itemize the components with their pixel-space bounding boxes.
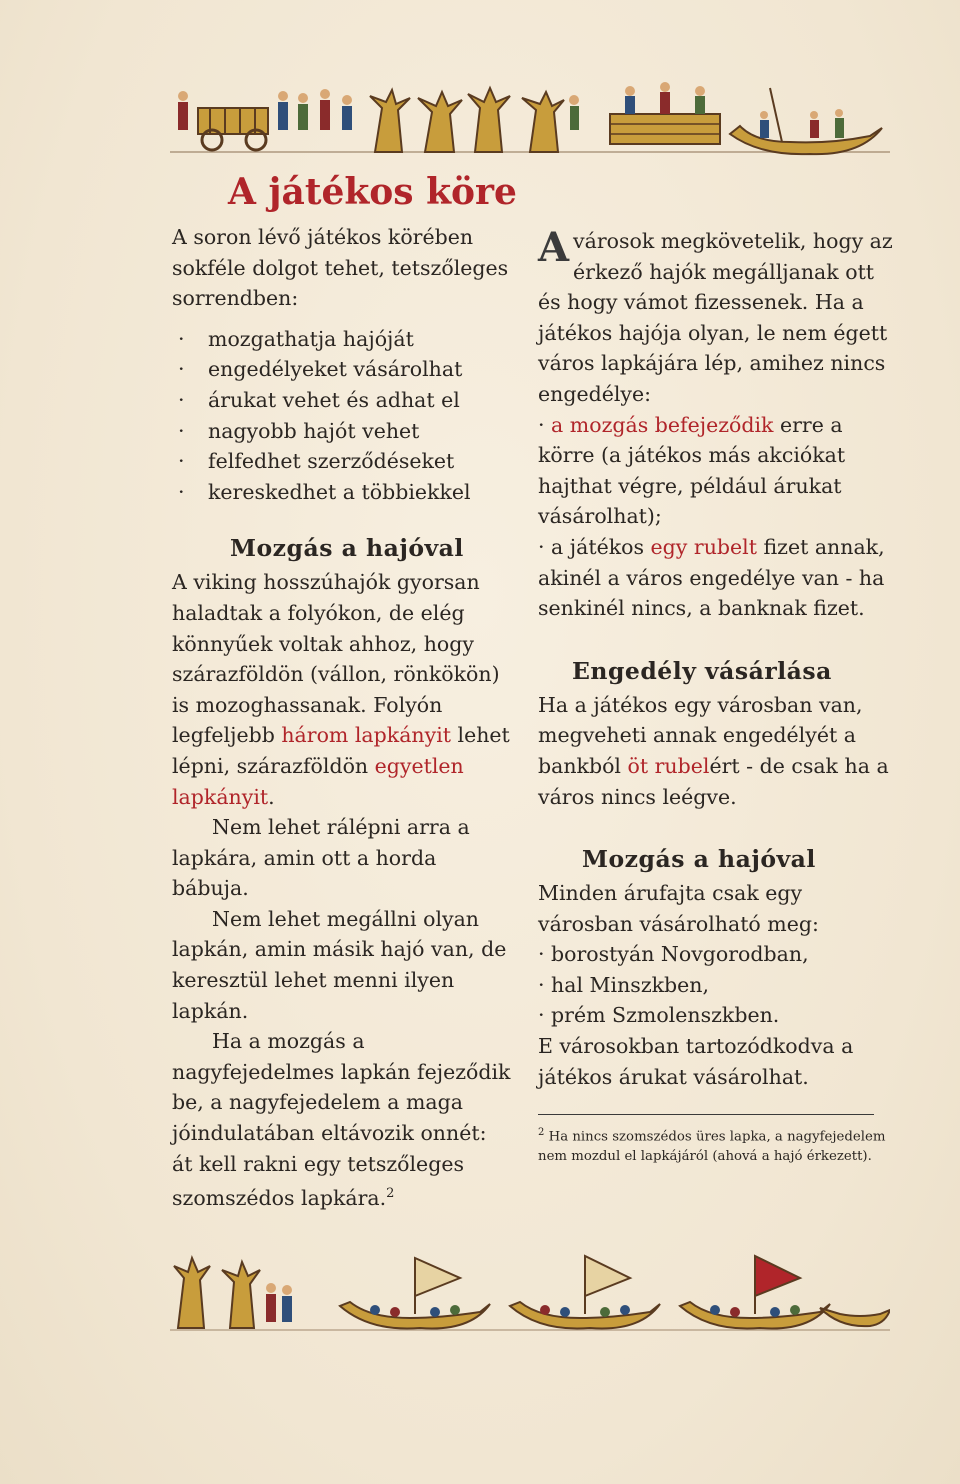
highlight-five-rubles: öt rubel — [627, 753, 710, 778]
bottom-tapestry-frieze — [170, 1248, 890, 1338]
drop-cap: A — [538, 224, 570, 271]
toll-paragraph — [538, 226, 898, 410]
goods-item-text: prém Szmolenszkben. — [551, 1003, 780, 1028]
goods-intro: Minden árufajta csak egy városban vásárolható meg: — [538, 881, 819, 936]
toll-bullet-1: · a mozgás befejeződik erre a körre (a játékos más akciókat hajthat végre, például árukat vásárolhat); — [538, 412, 846, 529]
longships-illustration-icon — [170, 1248, 890, 1338]
footnote-text: Ha nincs szomszédos üres lapka, a nagyfejedelem nem mozdul el lapkájáról (ahová a hajó érkezett). — [538, 1129, 886, 1164]
toll-text: városok megkövetelik, hogy az érkező hajók megálljanak ott és hogy vámot fizessenek. Ha a játékos hajója olyan, le nem égett város lapkájára lép, amihez nincs engedélye: — [538, 229, 893, 406]
footnote-number: 2 — [538, 1127, 545, 1139]
highlight-move-ends: a mozgás befejeződik — [551, 412, 774, 437]
toll-bullet-text: fizet annak, akinél a város engedélye van - ha senkinél nincs, a banknak fizet. — [538, 534, 885, 621]
top-tapestry-frieze — [170, 78, 890, 168]
license-text: Ha a játékos egy városban van, megveheti annak engedélyét a bankból — [538, 692, 863, 778]
section-heading-movement: Mozgás a hajóval — [230, 534, 464, 563]
footnote — [538, 1123, 898, 1165]
section-heading-goods: Mozgás a hajóval — [582, 845, 816, 874]
toll-bullet-text: erre a körre (a játékos más akciókat hajthat végre, például árukat vásárolhat); — [538, 412, 846, 529]
horde-rule-paragraph: Nem lehet rálépni arra a lapkára, amin ott a horda bábuja. — [172, 815, 470, 901]
toll-bullet-text: a játékos — [551, 534, 651, 559]
action-item: · kereskedhet a többiekkel — [172, 477, 512, 508]
goods-item-text: borostyán Novgorodban, — [551, 942, 809, 967]
page-title: A játékos köre — [228, 171, 517, 213]
license-paragraph — [538, 690, 898, 812]
intro-paragraph: A soron lévő játékos körében sokféle dolgot tehet, tetszőleges sorrendben: — [172, 225, 509, 311]
toll-bullet-2: · a játékos egy rubelt fizet annak, akinél a város engedélye van - ha senkinél nincs, a banknak fizet. — [538, 534, 885, 621]
action-item: · engedélyeket vásárolhat — [172, 354, 512, 385]
tapestry-illustration-icon — [170, 78, 890, 168]
goods-outro: E városokban tartozódkodva a játékos árukat vásárolhat. — [538, 1034, 854, 1089]
highlight-three-tiles: három lapkányit — [281, 723, 451, 748]
action-item: · mozgathatja hajóját — [172, 324, 512, 355]
section-heading-license: Engedély vásárlása — [572, 656, 832, 685]
action-item: · nagyobb hajót vehet — [172, 416, 512, 447]
footnote-divider — [538, 1114, 874, 1115]
grand-prince-text: Ha a mozgás a nagyfejedelmes lapkán fejeződik be, a nagyfejedelem a maga jóindulatában eltávozik onnét: át kell rakni egy tetszőleges szomszédos lapkára. — [172, 1029, 511, 1211]
movement-text: A viking hosszúhajók gyorsan haladtak a folyókon, de elég könnyűek voltak ahhoz, hogy szárazföldön (vállon, rönkökön) is mozoghassanak. Folyón legfeljebb — [172, 570, 500, 748]
goods-item-text: hal Minszkben, — [551, 972, 710, 997]
movement-paragraph — [172, 567, 512, 812]
action-item: · árukat vehet és adhat el — [172, 385, 512, 416]
license-text: ért - de csak ha a város nincs leégve. — [538, 753, 889, 809]
goods-item: · prém Szmolenszkben. — [538, 1003, 780, 1028]
goods-item: · borostyán Novgorodban, — [538, 942, 809, 967]
highlight-one-ruble: egy rubelt — [650, 534, 757, 559]
movement-text: lehet lépni, szárazföldön — [172, 723, 510, 778]
action-item: · felfedhet szerződéseket — [172, 446, 512, 477]
goods-item: · hal Minszkben, — [538, 972, 710, 997]
grand-prince-paragraph — [172, 1026, 512, 1213]
right-column — [538, 226, 898, 1166]
ship-rule-paragraph: Nem lehet megállni olyan lapkán, amin másik hajó van, de keresztül lehet menni ilyen lapkán. — [172, 906, 507, 1023]
footnote-ref: 2 — [386, 1186, 395, 1202]
left-column — [172, 222, 512, 1214]
movement-text: . — [268, 784, 275, 809]
highlight-one-tile: egyetlen lapkányit — [172, 753, 464, 809]
action-list — [172, 324, 512, 508]
